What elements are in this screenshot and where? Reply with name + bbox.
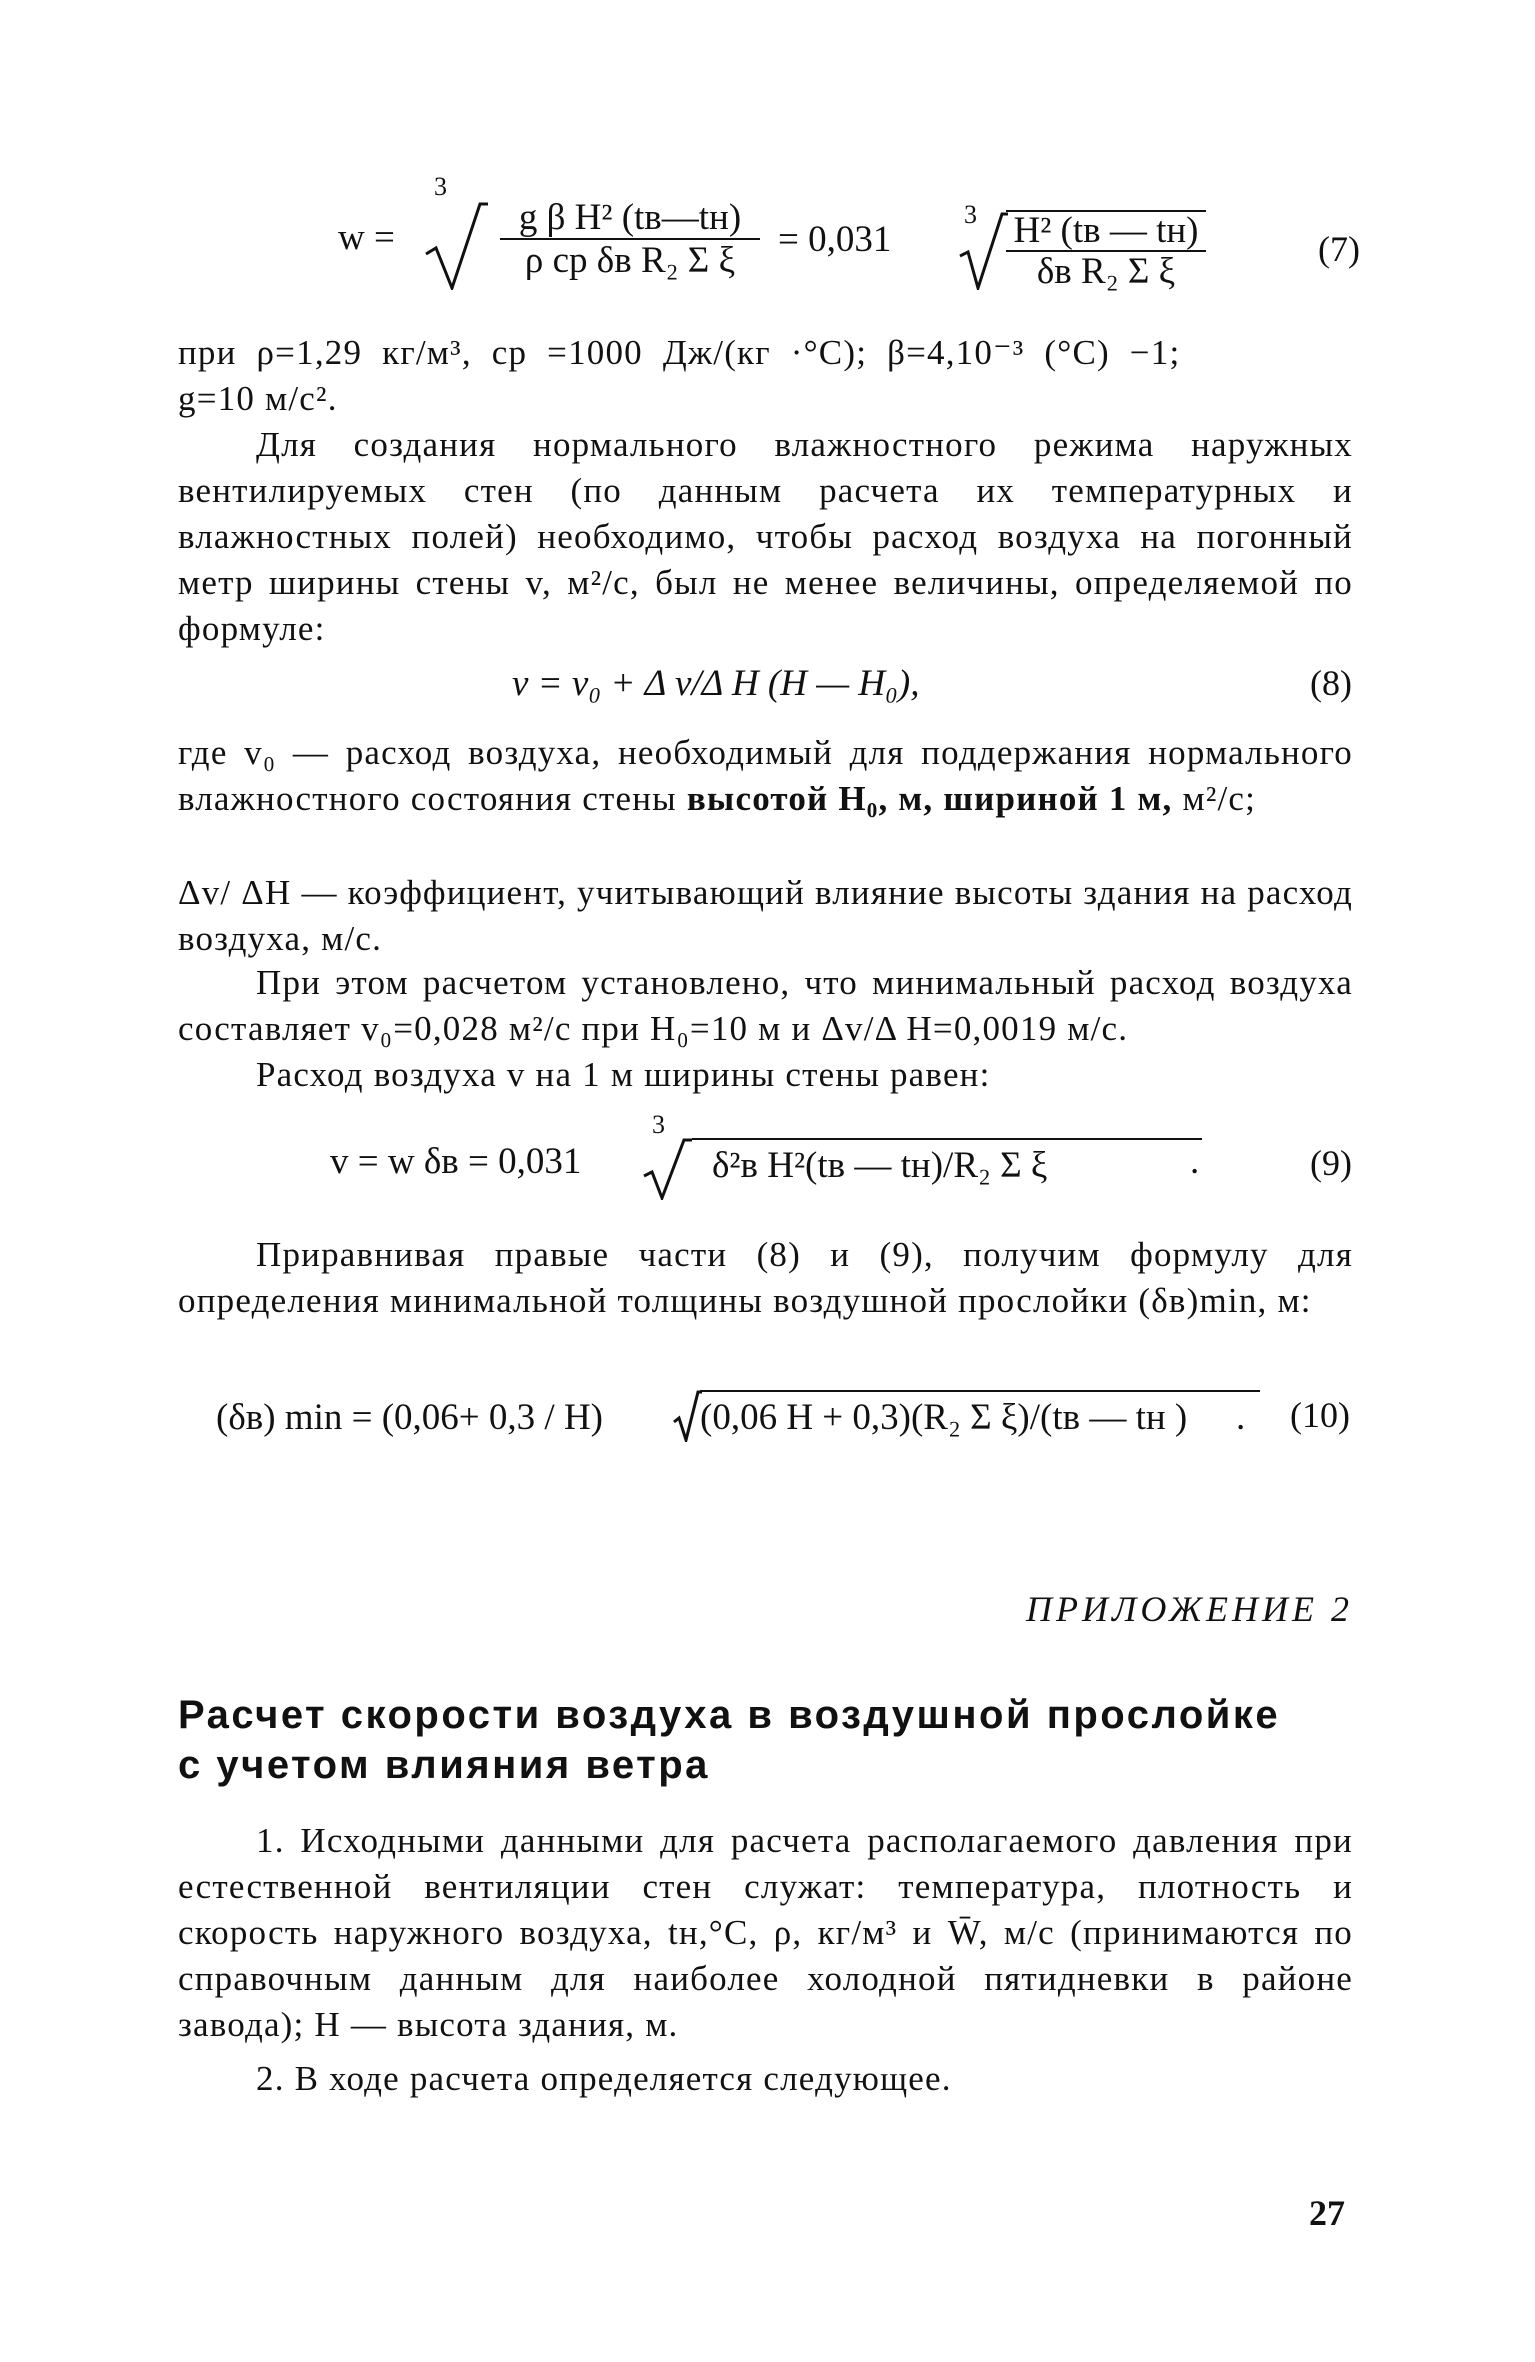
equation-number-10: (10) (1290, 1395, 1350, 1435)
params-line-1: при ρ=1,29 кг/м³, cр =1000 Дж/(кг ·°С); β=4,10⁻³ (°С) −1; (178, 333, 1181, 372)
where-definition-1 (178, 730, 1353, 822)
section-title-line-1: Расчет скорости воздуха в воздушной прослойке (178, 1693, 1281, 1737)
paragraph-3: Расход воздуха v на 1 м ширины стены равен: (256, 1055, 991, 1094)
radical-sign-icon (958, 210, 1008, 290)
formula-7-denominator: ρ cр δв R₂ Σ ξ (524, 240, 736, 281)
formula-10 (216, 1380, 1246, 1440)
radical-sign-icon (642, 1138, 692, 1200)
equation-number-7: (7) (1318, 229, 1360, 269)
equation-number-9: (9) (1310, 1143, 1352, 1183)
page-number: 27 (1309, 2193, 1345, 2233)
section-title-line-2: с учетом влияния ветра (178, 1743, 710, 1787)
formula-8: v = v₀ + Δ v/Δ H (H — H₀), (512, 663, 920, 704)
where-text-a: где v₀ — расход воздуха, необходимый для поддержания нормального влажностного состояния стены (178, 733, 1353, 818)
formula-10-dot: . (1236, 1397, 1246, 1438)
formula-7-numerator: g β H² (tв—tн) (500, 198, 760, 240)
list-item-2: 2. В ходе расчета определяется следующее. (256, 2059, 952, 2098)
params-line-2: g=10 м/с². (178, 379, 338, 418)
formula-9 (330, 1110, 1230, 1206)
list-item-1: 1. Исходными данными для расчета располагаемого давления при естественной вентиляции стен служат: температура, плотность и скорость наружного воздуха, tн,°С, ρ, кг/м³ и W̄, м/с (принимаются по справочным данным для наиболее холодной пятидневки в районе завода); H — высота здания, м. (178, 1821, 1353, 2044)
formula-9-lhs: v = w δв = 0,031 (330, 1141, 582, 1182)
paragraph-2: При этом расчетом установлено, что минимальный расход воздуха составляет v₀=0,028 м²/с при H₀=10 м и Δv/Δ H=0,0019 м/с. (178, 963, 1353, 1048)
formula-10-lhs: (δв) min = (0,06+ 0,3 / H) (216, 1397, 603, 1438)
formula-9-root-index: 3 (652, 1110, 665, 1139)
radical-sign-icon (422, 200, 488, 290)
formula-7-root-index: 3 (434, 172, 447, 201)
where-text-b: м²/с; (1172, 779, 1257, 818)
formula-7-root-index-2: 3 (964, 200, 977, 229)
section-title (178, 1690, 1280, 1790)
formula-10-radicand: (0,06 H + 0,3)(R₂ Σ ξ)/(tв — tн ) (700, 1390, 1260, 1439)
radical-sign-icon (672, 1390, 702, 1442)
paragraph-1: Для создания нормального влажностного режима наружных вентилируемых стен (по данным расчета их температурных и влажностных полей) необходимо, чтобы расход воздуха на погонный метр ширины стены v, м²/с, был не менее величины, определяемой по формуле: (178, 425, 1353, 648)
formula-9-radicand: δ²в H²(tв — tн)/R₂ Σ ξ (692, 1138, 1202, 1187)
where-definition-2: Δv/ ΔH — коэффициент, учитывающий влияние высоты здания на расход воздуха, м/с. (178, 873, 1353, 958)
where-text-bold: высотой H₀, м, шириной 1 м, (686, 779, 1173, 818)
formula-7-lhs: w = (338, 217, 395, 258)
appendix-label: ПРИЛОЖЕНИЕ 2 (1026, 1589, 1353, 1629)
formula-7-numerator-2: H² (tв — tн) (1006, 210, 1206, 252)
formula-9-dot: . (1190, 1141, 1200, 1182)
formula-7-equals: = 0,031 (778, 219, 892, 260)
formula-7-denominator-2: δв R₂ Σ ξ (1036, 251, 1176, 292)
paragraph-4: Приравнивая правые части (8) и (9), получим формулу для определения минимальной толщины воздушной прослойки (δв)min, м: (178, 1235, 1353, 1320)
equation-number-8: (8) (1310, 663, 1352, 703)
